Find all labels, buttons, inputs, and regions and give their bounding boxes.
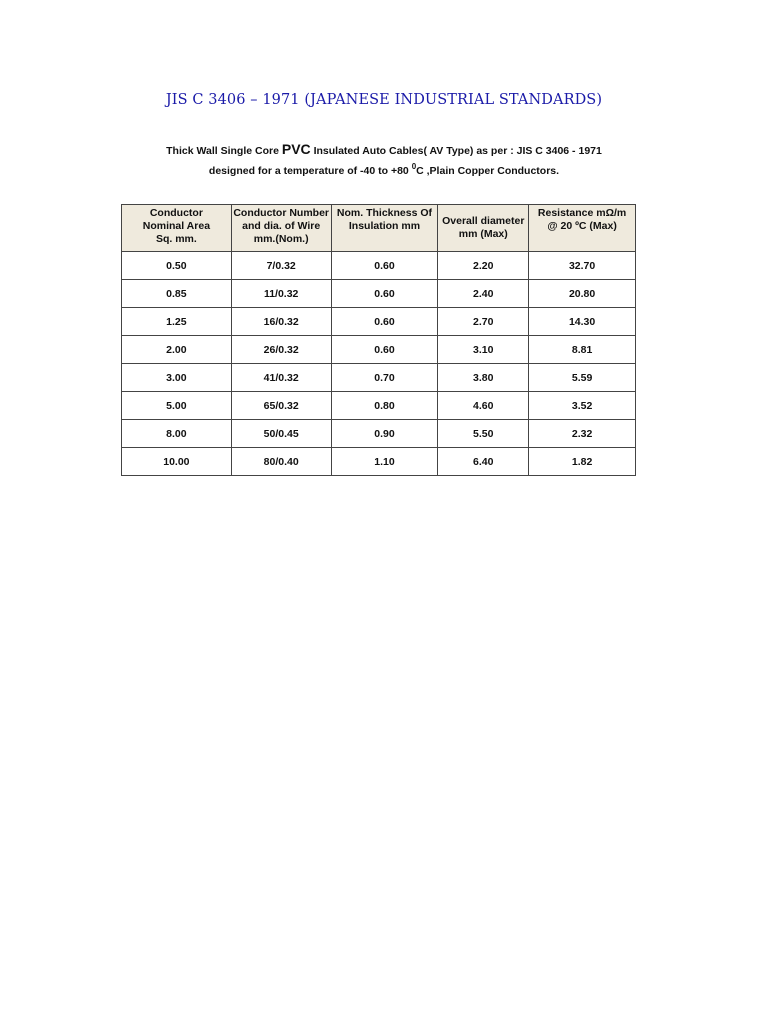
cell-area: 8.00 [122, 420, 232, 448]
cell-resistance: 20.80 [529, 280, 636, 308]
header-resistance [529, 205, 636, 252]
cell-insulation: 1.10 [331, 448, 438, 476]
header-line: mm (Max) [458, 228, 508, 240]
cell-resistance: 32.70 [529, 252, 636, 280]
table-row [122, 252, 636, 280]
subtitle-degree-superscript: 0 [411, 162, 417, 171]
cell-wire: 26/0.32 [231, 336, 331, 364]
cell-insulation: 0.70 [331, 364, 438, 392]
subtitle-line-1-post: Insulated Auto Cables( AV Type) as per : JIS C 3406 - 1971 [310, 145, 602, 157]
cell-resistance: 3.52 [529, 392, 636, 420]
cell-resistance: 2.32 [529, 420, 636, 448]
cell-wire: 50/0.45 [231, 420, 331, 448]
header-line: @ 20 ºC (Max) [547, 220, 617, 232]
cell-resistance: 5.59 [529, 364, 636, 392]
header-line: mm.(Nom.) [253, 233, 309, 245]
cell-diameter: 5.50 [438, 420, 529, 448]
cell-wire: 65/0.32 [231, 392, 331, 420]
subtitle-line-1 [0, 141, 768, 157]
cell-wire: 80/0.40 [231, 448, 331, 476]
table-row [122, 448, 636, 476]
cell-diameter: 4.60 [438, 392, 529, 420]
table-row [122, 364, 636, 392]
cell-area: 3.00 [122, 364, 232, 392]
subtitle-line-2 [0, 162, 768, 177]
header-line: and dia. of Wire [242, 220, 321, 232]
cell-insulation: 0.60 [331, 252, 438, 280]
header-line: Overall diameter [442, 215, 525, 227]
cell-insulation: 0.90 [331, 420, 438, 448]
cell-area: 0.50 [122, 252, 232, 280]
header-line: Conductor Number [233, 207, 329, 219]
cell-area: 2.00 [122, 336, 232, 364]
cell-area: 1.25 [122, 308, 232, 336]
table-row [122, 420, 636, 448]
cell-area: 0.85 [122, 280, 232, 308]
cell-insulation: 0.80 [331, 392, 438, 420]
cell-diameter: 2.40 [438, 280, 529, 308]
header-line: Conductor [149, 207, 203, 219]
header-line: Nom. Thickness Of [336, 207, 433, 219]
cell-wire: 41/0.32 [231, 364, 331, 392]
header-line: Sq. mm. [155, 233, 197, 245]
header-conductor-area [122, 205, 232, 252]
header-insulation-thickness [331, 205, 438, 252]
subtitle-line-1-pre: Thick Wall Single Core [166, 145, 282, 157]
cell-diameter: 2.20 [438, 252, 529, 280]
header-conductor-number [231, 205, 331, 252]
cell-diameter: 2.70 [438, 308, 529, 336]
table-row [122, 280, 636, 308]
cell-wire: 7/0.32 [231, 252, 331, 280]
cell-area: 10.00 [122, 448, 232, 476]
cell-diameter: 3.80 [438, 364, 529, 392]
cell-diameter: 3.10 [438, 336, 529, 364]
cell-diameter: 6.40 [438, 448, 529, 476]
table-header-row [122, 205, 636, 252]
cell-wire: 16/0.32 [231, 308, 331, 336]
cell-insulation: 0.60 [331, 336, 438, 364]
cell-resistance: 1.82 [529, 448, 636, 476]
cell-resistance: 14.30 [529, 308, 636, 336]
cell-insulation: 0.60 [331, 308, 438, 336]
subtitle-line-2-post: C ,Plain Copper Conductors. [416, 165, 560, 177]
cell-wire: 11/0.32 [231, 280, 331, 308]
subtitle-line-2-pre: designed for a temperature of -40 to +80 [208, 165, 412, 177]
header-overall-diameter [438, 205, 529, 252]
cell-area: 5.00 [122, 392, 232, 420]
table-row [122, 336, 636, 364]
page-title: JIS C 3406 – 1971 (JAPANESE INDUSTRIAL STANDARDS) [165, 92, 603, 108]
table-row [122, 392, 636, 420]
subtitle-pvc: PVC [281, 141, 311, 157]
header-line: Insulation mm [348, 220, 421, 232]
cell-resistance: 8.81 [529, 336, 636, 364]
header-line: Resistance mΩ/m [537, 207, 627, 219]
cable-spec-table [121, 204, 636, 476]
header-line: Nominal Area [142, 220, 211, 232]
table-row [122, 308, 636, 336]
cell-insulation: 0.60 [331, 280, 438, 308]
